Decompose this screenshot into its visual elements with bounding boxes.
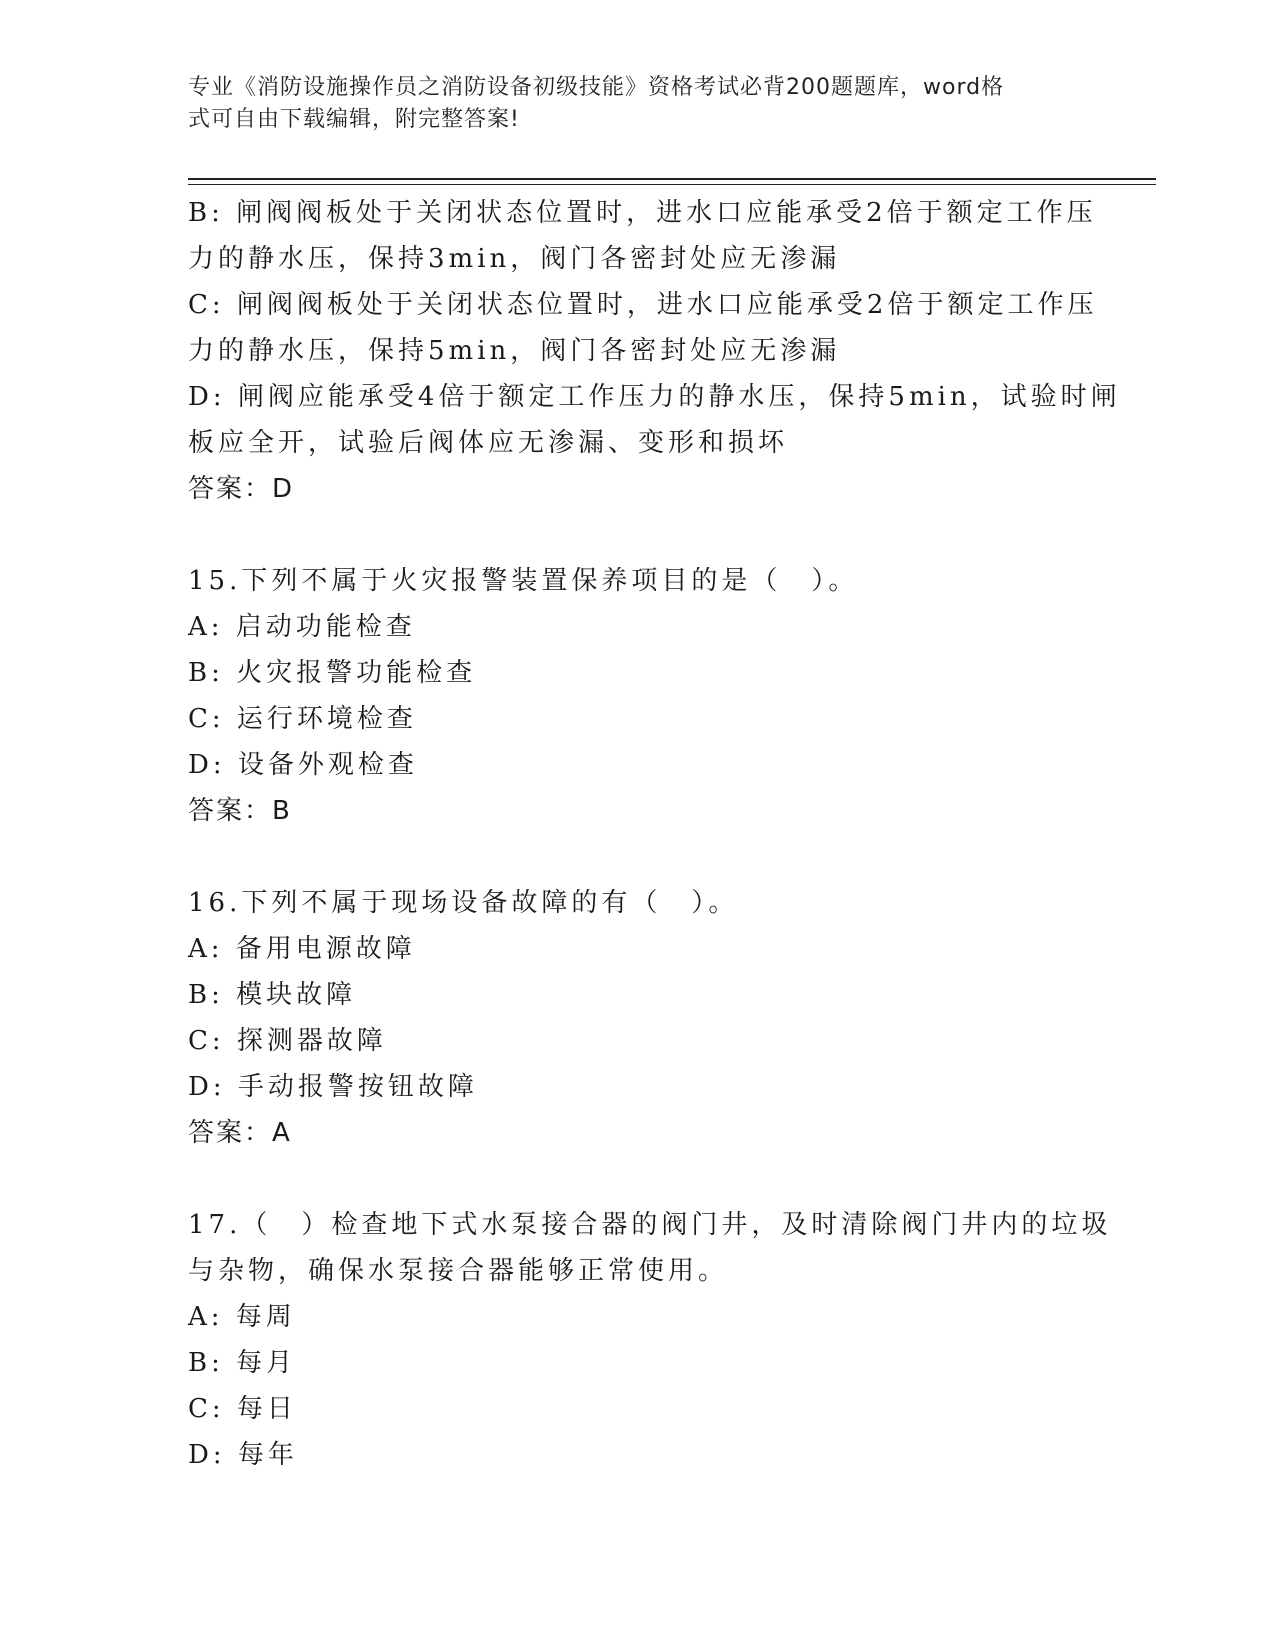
header-line-1: 专业《消防设施操作员之消防设备初级技能》资格考试必背200题题库，word格 [188,75,1005,100]
option-a: A: 备用电源故障 [188,934,416,964]
option-d: D: 每年 [188,1440,298,1470]
option-b: B: 每月 [188,1348,297,1378]
question-17-text-line-2: 与杂物，确保水泵接合器能够正常使用。 [188,1256,729,1286]
header-line-2: 式可自由下载编辑，附完整答案! [188,107,520,132]
question-17 [188,1202,1112,1478]
option-a: A: 每周 [188,1302,296,1332]
option-d: D: 设备外观检查 [188,750,418,780]
question-16-text: 16.下列不属于现场设备故障的有（ ）。 [188,888,739,918]
option-b: B: 模块故障 [188,980,357,1010]
header-rule-thin [188,184,1156,185]
question-14-tail [188,190,1121,512]
option-d: D: 手动报警按钮故障 [188,1072,478,1102]
option-b-line-2: 力的静水压，保持3min，阀门各密封处应无渗漏 [188,244,841,274]
question-16 [188,880,1088,1156]
option-c-line-1: C: 闸阀阀板处于关闭状态位置时，进水口应能承受2倍于额定工作压 [188,290,1098,320]
option-b-line-1: B: 闸阀阀板处于关闭状态位置时，进水口应能承受2倍于额定工作压 [188,198,1097,228]
answer-14: 答案：D [188,474,295,504]
answer-15: 答案：B [188,796,292,826]
question-15 [188,558,1088,834]
option-a: A: 启动功能检查 [188,612,416,642]
option-d-line-2: 板应全开，试验后阀体应无渗漏、变形和损坏 [188,428,789,458]
question-15-text: 15.下列不属于火灾报警装置保养项目的是（ ）。 [188,566,859,596]
question-list [188,190,1121,1478]
question-17-text-line-1: 17.（ ）检查地下式水泵接合器的阀门井，及时清除阀门井内的垃圾 [188,1210,1112,1240]
option-d-line-1: D: 闸阀应能承受4倍于额定工作压力的静水压，保持5min，试验时闸 [188,382,1121,412]
option-c: C: 探测器故障 [188,1026,387,1056]
spacer [188,834,1088,880]
document-header [188,72,1068,136]
option-c: C: 运行环境检查 [188,704,417,734]
option-b: B: 火灾报警功能检查 [188,658,477,688]
option-c-line-2: 力的静水压，保持5min，阀门各密封处应无渗漏 [188,336,841,366]
option-c: C: 每日 [188,1394,297,1424]
answer-16: 答案：A [188,1118,292,1148]
header-rule-thick [188,178,1156,180]
spacer [188,1156,1088,1202]
spacer [188,512,1088,558]
